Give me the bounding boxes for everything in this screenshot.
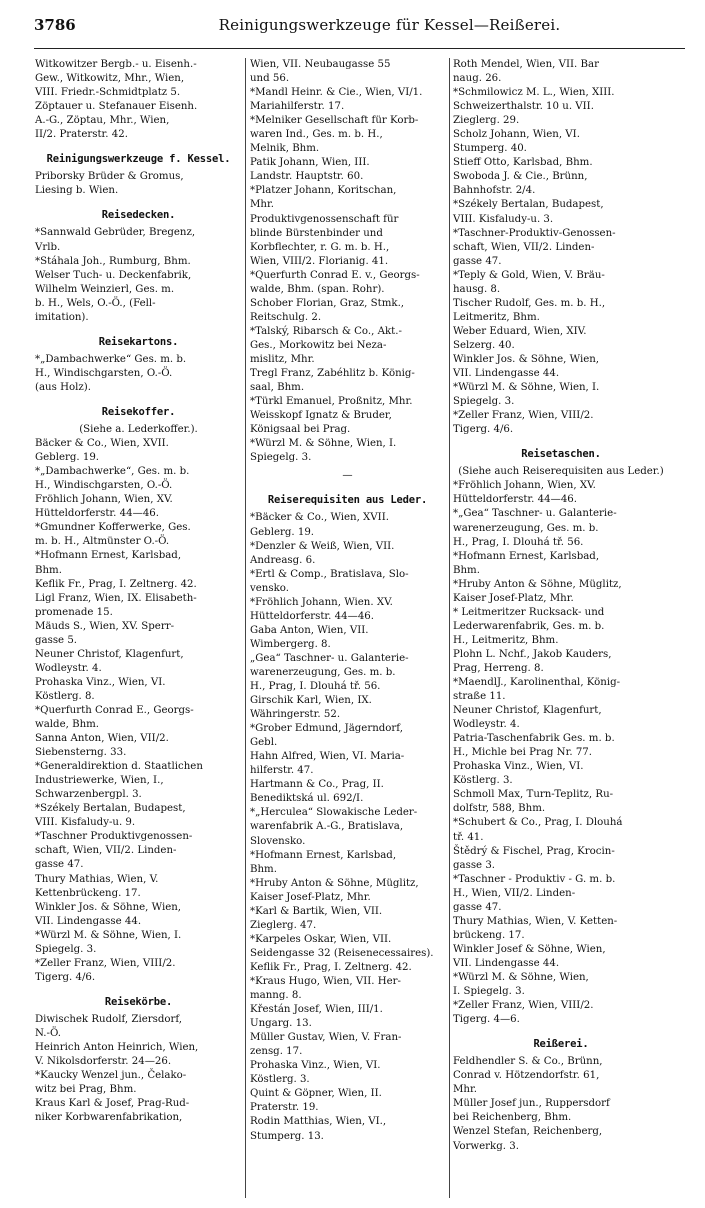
directory-line: Ligl Franz, Wien, IX. Elisabeth- <box>35 592 197 604</box>
directory-line: Wenzel Stefan, Reichenberg, <box>453 1126 603 1138</box>
directory-line: Kettenbrückeng. 17. <box>35 887 141 899</box>
directory-line: Zieglerg. 29. <box>453 115 520 127</box>
directory-line: Thury Mathias, Wien, V. <box>35 873 159 885</box>
directory-line: „Gea“ Taschner- u. Galanterie- <box>250 652 409 664</box>
directory-line: (aus Holz). <box>35 381 91 393</box>
column-1 <box>32 58 245 1198</box>
cross-reference-note: (Siehe auch Reiserequisiten aus Leder.) <box>458 466 664 478</box>
directory-line: H., Leitmeritz, Bhm. <box>453 634 559 646</box>
directory-line: VIII. Kisfaludy-u. 9. <box>35 817 136 829</box>
directory-line: Weber Eduard, Wien, XIV. <box>453 325 587 337</box>
directory-line: Winkler Josef & Söhne, Wien, <box>453 943 606 955</box>
directory-line: *Székely Bertalan, Budapest, <box>453 199 604 211</box>
directory-line: *Ertl & Comp., Bratislava, Slo- <box>250 568 409 580</box>
directory-line: *„Dambachwerke“ Ges. m. b. <box>35 353 187 365</box>
directory-line: *Hruby Anton & Söhne, Müglitz, <box>250 877 419 889</box>
directory-line: I. Spiegelg. 3. <box>453 986 525 998</box>
directory-line: Rodin Matthias, Wien, VI., <box>250 1116 387 1128</box>
directory-line: Fröhlich Johann, Wien, XV. <box>35 494 173 506</box>
directory-line: Schmoll Max, Turn-Teplitz, Ru- <box>453 789 614 801</box>
section-heading: Reisekartons. <box>98 335 179 348</box>
directory-line: Prag, Herreng. 8. <box>453 662 544 674</box>
directory-line: Währingerstr. 52. <box>250 709 341 721</box>
directory-line: imitation). <box>35 311 89 323</box>
directory-line: V. Nikolsdorferstr. 24—26. <box>35 1056 172 1068</box>
directory-line: *Hofmann Ernest, Karlsbad, <box>453 550 600 562</box>
directory-line: *„Herculea“ Slowakische Leder- <box>250 807 418 819</box>
directory-line: Spiegelg. 3. <box>250 452 312 464</box>
directory-line: Schober Florian, Graz, Stmk., <box>250 297 405 309</box>
directory-line: Liesing b. Wien. <box>35 185 119 197</box>
directory-line: *Székely Bertalan, Budapest, <box>35 803 186 815</box>
directory-line: Wilhelm Weinzierl, Ges. m. <box>35 283 175 295</box>
directory-line: Wodleystr. 4. <box>453 719 520 731</box>
directory-line: Scholz Johann, Wien, VI. <box>453 129 580 141</box>
directory-line: Geblerg. 19. <box>250 526 315 538</box>
directory-line: H., Michle bei Prag Nr. 77. <box>453 747 593 759</box>
directory-line: Vorwerkg. 3. <box>453 1140 519 1152</box>
directory-line: Stumperg. 13. <box>250 1130 324 1142</box>
directory-line: Gaba Anton, Wien, VII. <box>250 624 369 636</box>
directory-line: Praterstr. 19. <box>250 1102 319 1114</box>
directory-line: Winkler Jos. & Söhne, Wien, <box>35 901 182 913</box>
directory-line: *Grober Edmund, Jägerndorf, <box>250 723 403 735</box>
directory-line: *Taschner - Produktiv - G. m. b. <box>453 873 616 885</box>
directory-line: *Würzl M. & Söhne, Wien, I. <box>35 929 182 941</box>
directory-line: Tigerg. 4/6. <box>35 971 96 983</box>
directory-line: Siebensterng. 33. <box>35 747 127 759</box>
directory-line: H., Prag, I. Dlouhá tř. 56. <box>453 536 584 548</box>
directory-line: *Zeller Franz, Wien, VIII/2. <box>35 957 176 969</box>
directory-line: *Taschner-Produktiv-Genossen- <box>453 227 616 239</box>
directory-line: *Kraus Hugo, Wien, VII. Her- <box>250 976 401 987</box>
directory-line: *„Dambachwerke“, Ges. m. b. <box>35 466 190 478</box>
directory-line: Thury Mathias, Wien, V. Ketten- <box>453 915 618 927</box>
directory-line: Leitmeritz, Bhm. <box>453 311 540 323</box>
directory-line: Müller Josef jun., Ruppersdorf <box>453 1098 610 1110</box>
directory-line: Feldhendler S. & Co., Brünn, <box>453 1056 603 1068</box>
directory-line: *Türkl Emanuel, Proßnitz, Mhr. <box>250 396 413 408</box>
directory-line: *Würzl M. & Söhne, Wien, <box>453 972 589 983</box>
directory-line: *Generaldirektion d. Staatlichen <box>35 761 203 773</box>
directory-line: hilferstr. 47. <box>250 765 314 777</box>
directory-line: Geblerg. 19. <box>35 452 100 464</box>
directory-line: Hütteldorferstr. 44—46. <box>250 610 375 622</box>
directory-line: Tigerg. 4—6. <box>453 1014 520 1026</box>
directory-line: Wien, VII. Neubaugasse 55 <box>250 59 391 70</box>
directory-line: Köstlerg. 3. <box>250 1074 310 1086</box>
directory-line: Heinrich Anton Heinrich, Wien, <box>35 1042 199 1054</box>
directory-line: Hütteldorferstr. 44—46. <box>453 494 578 506</box>
directory-line: H., Windischgarsten, O.-Ö. <box>35 367 173 379</box>
directory-line: *Gmundner Kofferwerke, Ges. <box>35 522 191 534</box>
columns <box>32 58 672 1198</box>
directory-line: *Melniker Gesellschaft für Korb- <box>250 115 419 127</box>
directory-line: tř. 41. <box>453 831 484 843</box>
directory-line: Mhr. <box>453 1084 477 1096</box>
directory-line: Selzerg. 40. <box>453 339 515 351</box>
directory-line: Mäuds S., Wien, XV. Sperr- <box>35 620 175 632</box>
directory-line: Witkowitzer Bergb.- u. Eisenh.- <box>35 59 197 70</box>
directory-line: Prohaska Vinz., Wien, VI. <box>35 676 166 688</box>
directory-line: *Hofmann Ernest, Karlsbad, <box>35 550 182 562</box>
directory-line: *Platzer Johann, Koritschan, <box>250 185 397 197</box>
directory-line: *„Gea“ Taschner- u. Galanterie- <box>453 508 617 520</box>
directory-line: Plohn L. Nchf., Jakob Kauders, <box>453 648 612 660</box>
directory-line: *Würzl M. & Söhne, Wien, I. <box>453 382 600 394</box>
page-number: 3786 <box>34 16 76 34</box>
directory-line: gasse 47. <box>453 255 502 267</box>
section-heading: Reisekörbe. <box>104 995 173 1008</box>
directory-line: *Querfurth Conrad E. v., Georgs- <box>250 269 420 281</box>
directory-line: Spiegelg. 3. <box>35 943 97 955</box>
section-heading: Reinigungswerkzeuge f. Kessel. <box>46 153 231 166</box>
directory-line: Bahnhofstr. 2/4. <box>453 185 536 197</box>
directory-line: Winkler Jos. & Söhne, Wien, <box>453 353 600 365</box>
directory-line: Industriewerke, Wien, I., <box>35 775 164 787</box>
directory-line: hausg. 8. <box>453 283 501 295</box>
section-heading: Reisedecken. <box>101 209 176 222</box>
directory-line: schaft, Wien, VII/2. Linden- <box>453 241 595 253</box>
directory-line: Korbflechter, r. G. m. b. H., <box>250 241 390 253</box>
directory-line: *Talský, Ribarsch & Co., Akt.- <box>250 325 402 337</box>
directory-line: gasse 5. <box>35 634 78 646</box>
directory-line: Slovensko. <box>250 835 306 847</box>
directory-line: Welser Tuch- u. Deckenfabrik, <box>35 269 192 281</box>
directory-line: Prohaska Vinz., Wien, VI. <box>453 761 584 773</box>
directory-line: Tigerg. 4/6. <box>453 424 514 436</box>
directory-line: Hütteldorferstr. 44—46. <box>35 508 160 520</box>
cross-reference-note: (Siehe a. Lederkoffer.). <box>79 424 198 436</box>
directory-line: II/2. Praterstr. 42. <box>35 129 128 141</box>
directory-line: dolfstr, 588, Bhm. <box>453 803 546 815</box>
directory-line: Keflik Fr., Prag, I. Zeltnerg. 42. <box>35 578 197 590</box>
directory-line: VII. Lindengasse 44. <box>35 915 142 927</box>
directory-line: H., Wien, VII/2. Linden- <box>453 887 576 899</box>
directory-line: Vrlb. <box>35 241 61 253</box>
directory-line: *MaendlJ., Karolinenthal, König- <box>453 677 621 689</box>
directory-line: Priborsky Brüder & Gromus, <box>35 171 184 183</box>
directory-line: b. H., Wels, O.-Ö., (Fell- <box>35 297 156 309</box>
directory-line: Girschik Karl, Wien, IX. <box>250 695 372 707</box>
directory-line: warenerzeugung, Ges. m. b. <box>453 522 599 534</box>
directory-line: Stumperg. 40. <box>453 143 527 155</box>
directory-line: Prohaska Vinz., Wien, VI. <box>250 1060 381 1072</box>
directory-line: Hartmann & Co., Prag, II. <box>250 779 384 791</box>
directory-line: Quint & Göpner, Wien, II. <box>250 1088 382 1100</box>
column-2 <box>245 58 450 1198</box>
directory-line: *Karpeles Oskar, Wien, VII. <box>250 933 392 945</box>
directory-line: Zieglerg. 47. <box>250 919 317 931</box>
directory-line: *Querfurth Conrad E., Georgs- <box>35 704 194 716</box>
directory-line: Wodleystr. 4. <box>35 662 102 674</box>
directory-line: A.-G., Zöptau, Mhr., Wien, <box>35 115 170 127</box>
directory-line: Keflik Fr., Prag, I. Zeltnerg. 42. <box>250 961 412 973</box>
directory-line: Hahn Alfred, Wien, VI. Maria- <box>250 751 405 763</box>
directory-line: mislitz, Mhr. <box>250 353 315 365</box>
directory-line: Melnik, Bhm. <box>250 143 320 155</box>
directory-line: *Hruby Anton & Söhne, Müglitz, <box>453 578 622 590</box>
running-head: Reinigungswerkzeuge für Kessel—Reißerei. <box>218 16 561 34</box>
directory-line: saal, Bhm. <box>250 382 305 394</box>
directory-line: bei Reichenberg, Bhm. <box>453 1112 572 1124</box>
directory-line: Weisskopf Ignatz & Bruder, <box>250 410 392 422</box>
directory-line: VII. Lindengasse 44. <box>453 957 560 969</box>
directory-line: Schweizerthalstr. 10 u. VII. <box>453 101 594 113</box>
directory-line: warenerzeugung, Ges. m. b. <box>250 666 396 678</box>
directory-line: Conrad v. Hötzendorfstr. 61, <box>453 1070 600 1082</box>
directory-line: gasse 47. <box>453 901 502 913</box>
directory-line: *Bäcker & Co., Wien, XVII. <box>250 512 389 524</box>
directory-line: Reitschulg. 2. <box>250 311 322 323</box>
directory-line: Gebl. <box>250 737 278 749</box>
directory-line: Ges., Morkowitz bei Neza- <box>250 339 387 351</box>
directory-line: niker Korbwarenfabrikation, <box>35 1112 183 1124</box>
column-3 <box>450 58 672 1198</box>
section-heading: Reisekoffer. <box>101 405 176 418</box>
directory-line: *Würzl M. & Söhne, Wien, I. <box>250 438 397 450</box>
directory-line: Müller Gustav, Wien, V. Fran- <box>250 1032 402 1044</box>
directory-line: gasse 47. <box>35 859 84 871</box>
directory-line: Tischer Rudolf, Ges. m. b. H., <box>453 297 606 309</box>
directory-line: * Leitmeritzer Rucksack- und <box>453 606 605 618</box>
directory-line: H., Windischgarsten, O.-Ö. <box>35 480 173 492</box>
directory-line: *Zeller Franz, Wien, VIII/2. <box>453 410 594 422</box>
directory-line: Köstlerg. 3. <box>453 775 513 787</box>
directory-line: brückeng. 17. <box>453 929 525 941</box>
directory-line: Neuner Christof, Klagenfurt, <box>453 705 602 717</box>
directory-line: Spiegelg. 3. <box>453 396 515 408</box>
directory-line: *Zeller Franz, Wien, VIII/2. <box>453 1000 594 1012</box>
directory-line: VIII. Friedr.-Schmidtplatz 5. <box>35 87 181 99</box>
directory-line: *Karl & Bartik, Wien, VII. <box>250 905 383 917</box>
directory-line: *Stáhala Joh., Rumburg, Bhm. <box>35 255 191 267</box>
directory-line: Patria-Taschenfabrik Ges. m. b. <box>453 733 615 745</box>
directory-line: gasse 3. <box>453 859 496 871</box>
directory-line: *Schubert & Co., Prag, I. Dlouhá <box>453 817 623 829</box>
directory-line: Kaiser Josef-Platz, Mhr. <box>453 592 574 604</box>
directory-line: *Taschner Produktivgenossen- <box>35 831 193 843</box>
directory-line: Bhm. <box>453 564 480 576</box>
directory-line: promenade 15. <box>35 606 113 618</box>
directory-line: *Schmilowicz M. L., Wien, XIII. <box>453 87 615 99</box>
directory-line: warenfabrik A.-G., Bratislava, <box>250 821 404 833</box>
directory-line: walde, Bhm. <box>35 719 100 731</box>
directory-line: N.-Ö. <box>35 1028 61 1039</box>
directory-line: Andreasg. 6. <box>250 554 316 566</box>
directory-line: *Hofmann Ernest, Karlsbad, <box>250 849 397 861</box>
directory-line: Kraus Karl & Josef, Prag-Rud- <box>35 1098 190 1110</box>
directory-line: Roth Mendel, Wien, VII. Bar <box>453 59 599 70</box>
directory-line: VII. Lindengasse 44. <box>453 368 560 380</box>
directory-line: Schwarzenbergpl. 3. <box>35 789 142 801</box>
directory-line: Křestán Josef, Wien, III/1. <box>250 1004 383 1016</box>
directory-line: witz bei Prag, Bhm. <box>35 1084 137 1096</box>
directory-line: Bhm. <box>35 564 62 576</box>
directory-line: H., Prag, I. Dlouhá tř. 56. <box>250 681 381 693</box>
directory-line: manng. 8. <box>250 990 302 1002</box>
directory-line: Mhr. <box>250 199 274 211</box>
header-rule <box>34 48 685 49</box>
directory-line: *Fröhlich Johann, Wien. XV. <box>250 596 393 608</box>
directory-line: m. b. H., Altmünster O.-Ö. <box>35 536 170 548</box>
directory-line: Seidengasse 32 (Reisenecessaires). <box>250 947 434 959</box>
directory-line: Patik Johann, Wien, III. <box>250 157 370 169</box>
directory-line: Königsaal bei Prag. <box>250 424 351 436</box>
directory-line: *Teply & Gold, Wien, V. Bräu- <box>453 269 605 281</box>
directory-line: naug. 26. <box>453 73 502 85</box>
directory-line: Lederwarenfabrik, Ges. m. b. <box>453 620 605 632</box>
directory-line: Tregl Franz, Zabéhlitz b. König- <box>250 368 415 380</box>
directory-line: Zöptauer u. Stefanauer Eisenh. <box>35 101 198 113</box>
directory-line: zensg. 17. <box>250 1046 303 1058</box>
directory-line: Stieff Otto, Karlsbad, Bhm. <box>453 157 593 169</box>
directory-line: VIII. Kisfaludy-u. 3. <box>453 213 554 225</box>
directory-line: Mariahilferstr. 17. <box>250 101 345 113</box>
directory-line: Ungarg. 13. <box>250 1018 312 1030</box>
separator: — <box>342 470 353 482</box>
directory-line: Produktivgenossenschaft für <box>250 213 399 225</box>
directory-line: Kaiser Josef-Platz, Mhr. <box>250 891 371 903</box>
directory-line: Diwischek Rudolf, Ziersdorf, <box>35 1013 183 1025</box>
section-heading: Reißerei. <box>533 1038 589 1051</box>
directory-line: Gew., Witkowitz, Mhr., Wien, <box>35 73 185 85</box>
directory-line: Wien, VIII/2. Florianig. 41. <box>250 255 389 267</box>
directory-line: Wimbergerg. 8. <box>250 638 331 650</box>
directory-line: schaft, Wien, VII/2. Linden- <box>35 845 177 857</box>
directory-line: waren Ind., Ges. m. b. H., <box>250 129 383 141</box>
directory-line: blinde Bürstenbinder und <box>250 227 383 239</box>
page-header <box>34 16 685 42</box>
directory-line: vensko. <box>250 582 289 594</box>
directory-line: Benediktská ul. 692/I. <box>250 793 364 805</box>
directory-line: walde, Bhm. (span. Rohr). <box>250 283 385 295</box>
directory-line: Bhm. <box>250 863 277 875</box>
directory-line: Bäcker & Co., Wien, XVII. <box>35 438 169 450</box>
directory-line: und 56. <box>250 73 290 85</box>
directory-line: Štědrý & Fischel, Prag, Krocin- <box>453 845 615 857</box>
directory-line: *Kaucky Wenzel jun., Čelako- <box>35 1070 187 1082</box>
section-heading: Reisetaschen. <box>521 448 601 461</box>
directory-line: straße 11. <box>453 691 506 703</box>
directory-line: *Fröhlich Johann, Wien, XV. <box>453 480 596 492</box>
directory-line: Köstlerg. 8. <box>35 690 95 702</box>
directory-line: *Mandl Heinr. & Cie., Wien, VI/1. <box>250 87 423 99</box>
section-heading: Reiserequisiten aus Leder. <box>267 494 428 507</box>
directory-line: Sanna Anton, Wien, VII/2. <box>35 733 169 745</box>
directory-line: Neuner Christof, Klagenfurt, <box>35 648 184 660</box>
directory-line: Swoboda J. & Cie., Brünn, <box>453 171 588 183</box>
directory-line: *Denzler & Weiß, Wien, VII. <box>250 540 395 552</box>
directory-line: Landstr. Hauptstr. 60. <box>250 171 364 183</box>
directory-line: *Sannwald Gebrüder, Bregenz, <box>35 227 196 239</box>
